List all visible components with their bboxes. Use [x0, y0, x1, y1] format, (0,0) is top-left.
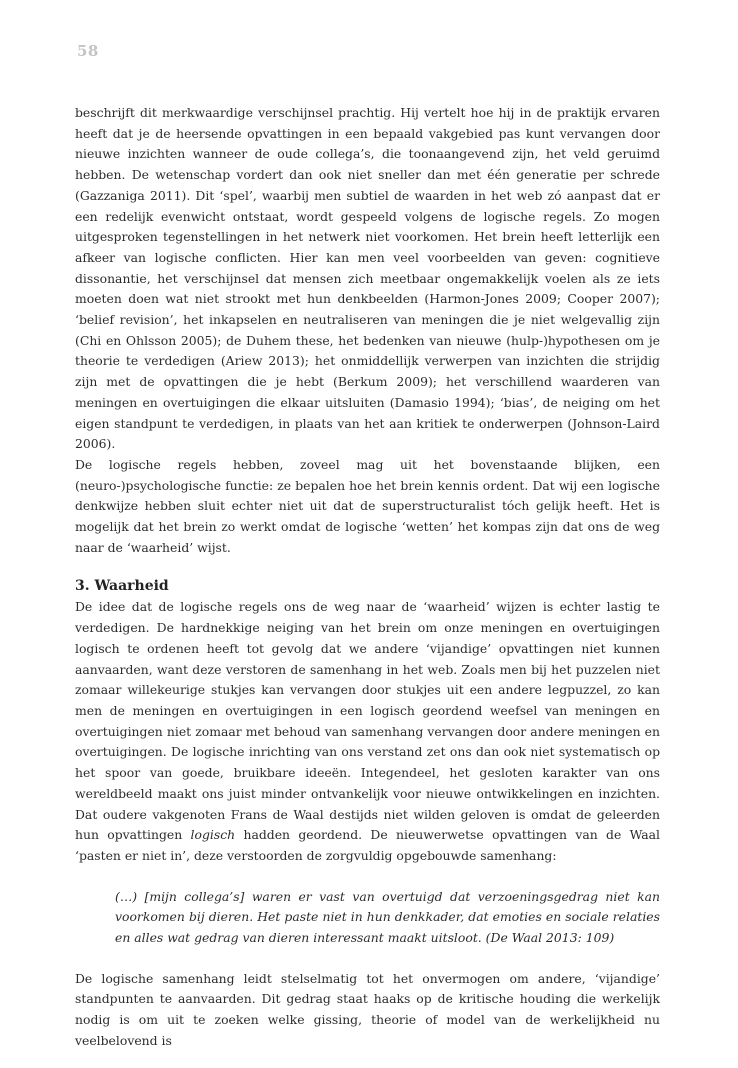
- page-body: [75, 103, 660, 1052]
- paragraph-3: [75, 597, 660, 866]
- paragraph-3-text-a: De idee dat de logische regels ons de weg naar de ‘waarheid’ wijzen is echter lastig te verdedigen. De hardnekkige neiging van het brein om onze meningen en overtuigingen logisch te ordenen heeft tot gevolg dat we andere ‘vijandige’ opvattingen niet kunnen aanvaarden, want deze verstoren de samenhang in het web. Zoals men bij het puzzelen niet zomaar willekeurige stukjes kan vervangen door stukjes uit een andere legpuzzel, zo kan men de meningen en overtuigingen in een logisch geordend weefsel van meningen en overtuigingen niet zomaar met behoud van samenhang vervangen door andere meningen en overtuigingen. De logische inrichting van ons verstand zet ons dan ook niet systematisch op het spoor van goede, bruikbare ideeën. Integendeel, het gesloten karakter van ons wereldbeeld maakt ons juist minder ontvankelijk voor nieuwe ontwikkelingen en inzichten. Dat oudere vakgenoten Frans de Waal destijds niet wilden geloven is omdat de geleerden hun opvattingen: [75, 599, 660, 843]
- paragraph-3-emphasis: logisch: [190, 827, 236, 843]
- block-quote: (…) [mijn collega’s] waren er vast van overtuigd dat verzoeningsgedrag niet kan voorkomen bij dieren. Het paste niet in hun denkkader, dat emoties en sociale relaties en alles wat gedrag van dieren interessant maakt uitsloot. (De Waal 2013: 109): [115, 888, 660, 946]
- section-heading: 3. Waarheid: [75, 578, 169, 595]
- paragraph-4: De logische samenhang leidt stelselmatig tot het onvermogen om andere, ‘vijandige’ standpunten te aanvaarden. Dit gedrag staat haaks op de kritische houding die werkelijk nodig is om uit te zoeken welke gissing, theorie of model van de werkelijkheid nu veelbelovend is: [75, 970, 660, 1048]
- paragraph-1: beschrijft dit merkwaardige verschijnsel prachtig. Hij vertelt hoe hij in de praktijk ervaren heeft dat je de heersende opvattingen in een bepaald vakgebied pas kunt vervangen door nieuwe inzichten wanneer de oude collega’s, die toonaangevend zijn, het veld geruimd hebben. De wetenschap vordert dan ook niet sneller dan met één generatie per schrede (Gazzaniga 2011). Dit ‘spel’, waarbij men subtiel de waarden in het web zó aanpast dat er een redelijk evenwicht ontstaat, wordt gespeeld volgens de logische regels. Zo mogen uitgesproken tegenstellingen in het netwerk niet voorkomen. Het brein heeft letterlijk een afkeer van logische conflicten. Hier kan men veel voorbeelden van geven: cognitieve dissonantie, het verschijnsel dat mensen zich meetbaar ongemakkelijk voelen als ze iets moeten doen wat niet strookt met hun denkbeelden (Harmon-Jones 2009; Cooper 2007); ‘belief revision’, het inkapselen en neutraliseren van meningen die je niet welgevallig zijn (Chi en Ohlsson 2005); de Duhem these, het bedenken van nieuwe (hulp-)hypothesen om je theorie te verdedigen (Ariew 2013); het onmiddellijk verwerpen van inzichten die strijdig zijn met de opvattingen die je hebt (Berkum 2009); het verschillend waarderen van meningen en overtuigingen die elkaar uitsluiten (Damasio 1994); ‘bias’, de neiging om het eigen standpunt te verdedigen, in plaats van het aan kritiek te onderwerpen (Johnson-Laird 2006).: [75, 105, 660, 452]
- paragraph-2: De logische regels hebben, zoveel mag uit het bovenstaande blijken, een (neuro-)psychologische functie: ze bepalen hoe het brein kennis ordent. Dat wij een logische denkwijze hebben sluit echter niet uit dat de superstructuralist tóch gelijk heeft. Het is mogelijk dat het brein zo werkt omdat de logische ‘wetten’ het kompas zijn dat ons de weg naar de ‘waarheid’ wijst.: [75, 456, 660, 555]
- page-number: 58: [77, 42, 99, 60]
- paragraph-3-text-b: hadden geordend. De nieuwerwetse opvattingen van de Waal ‘pasten er niet in’, deze verstoorden de zorgvuldig opgebouwde samenhang:: [75, 827, 661, 863]
